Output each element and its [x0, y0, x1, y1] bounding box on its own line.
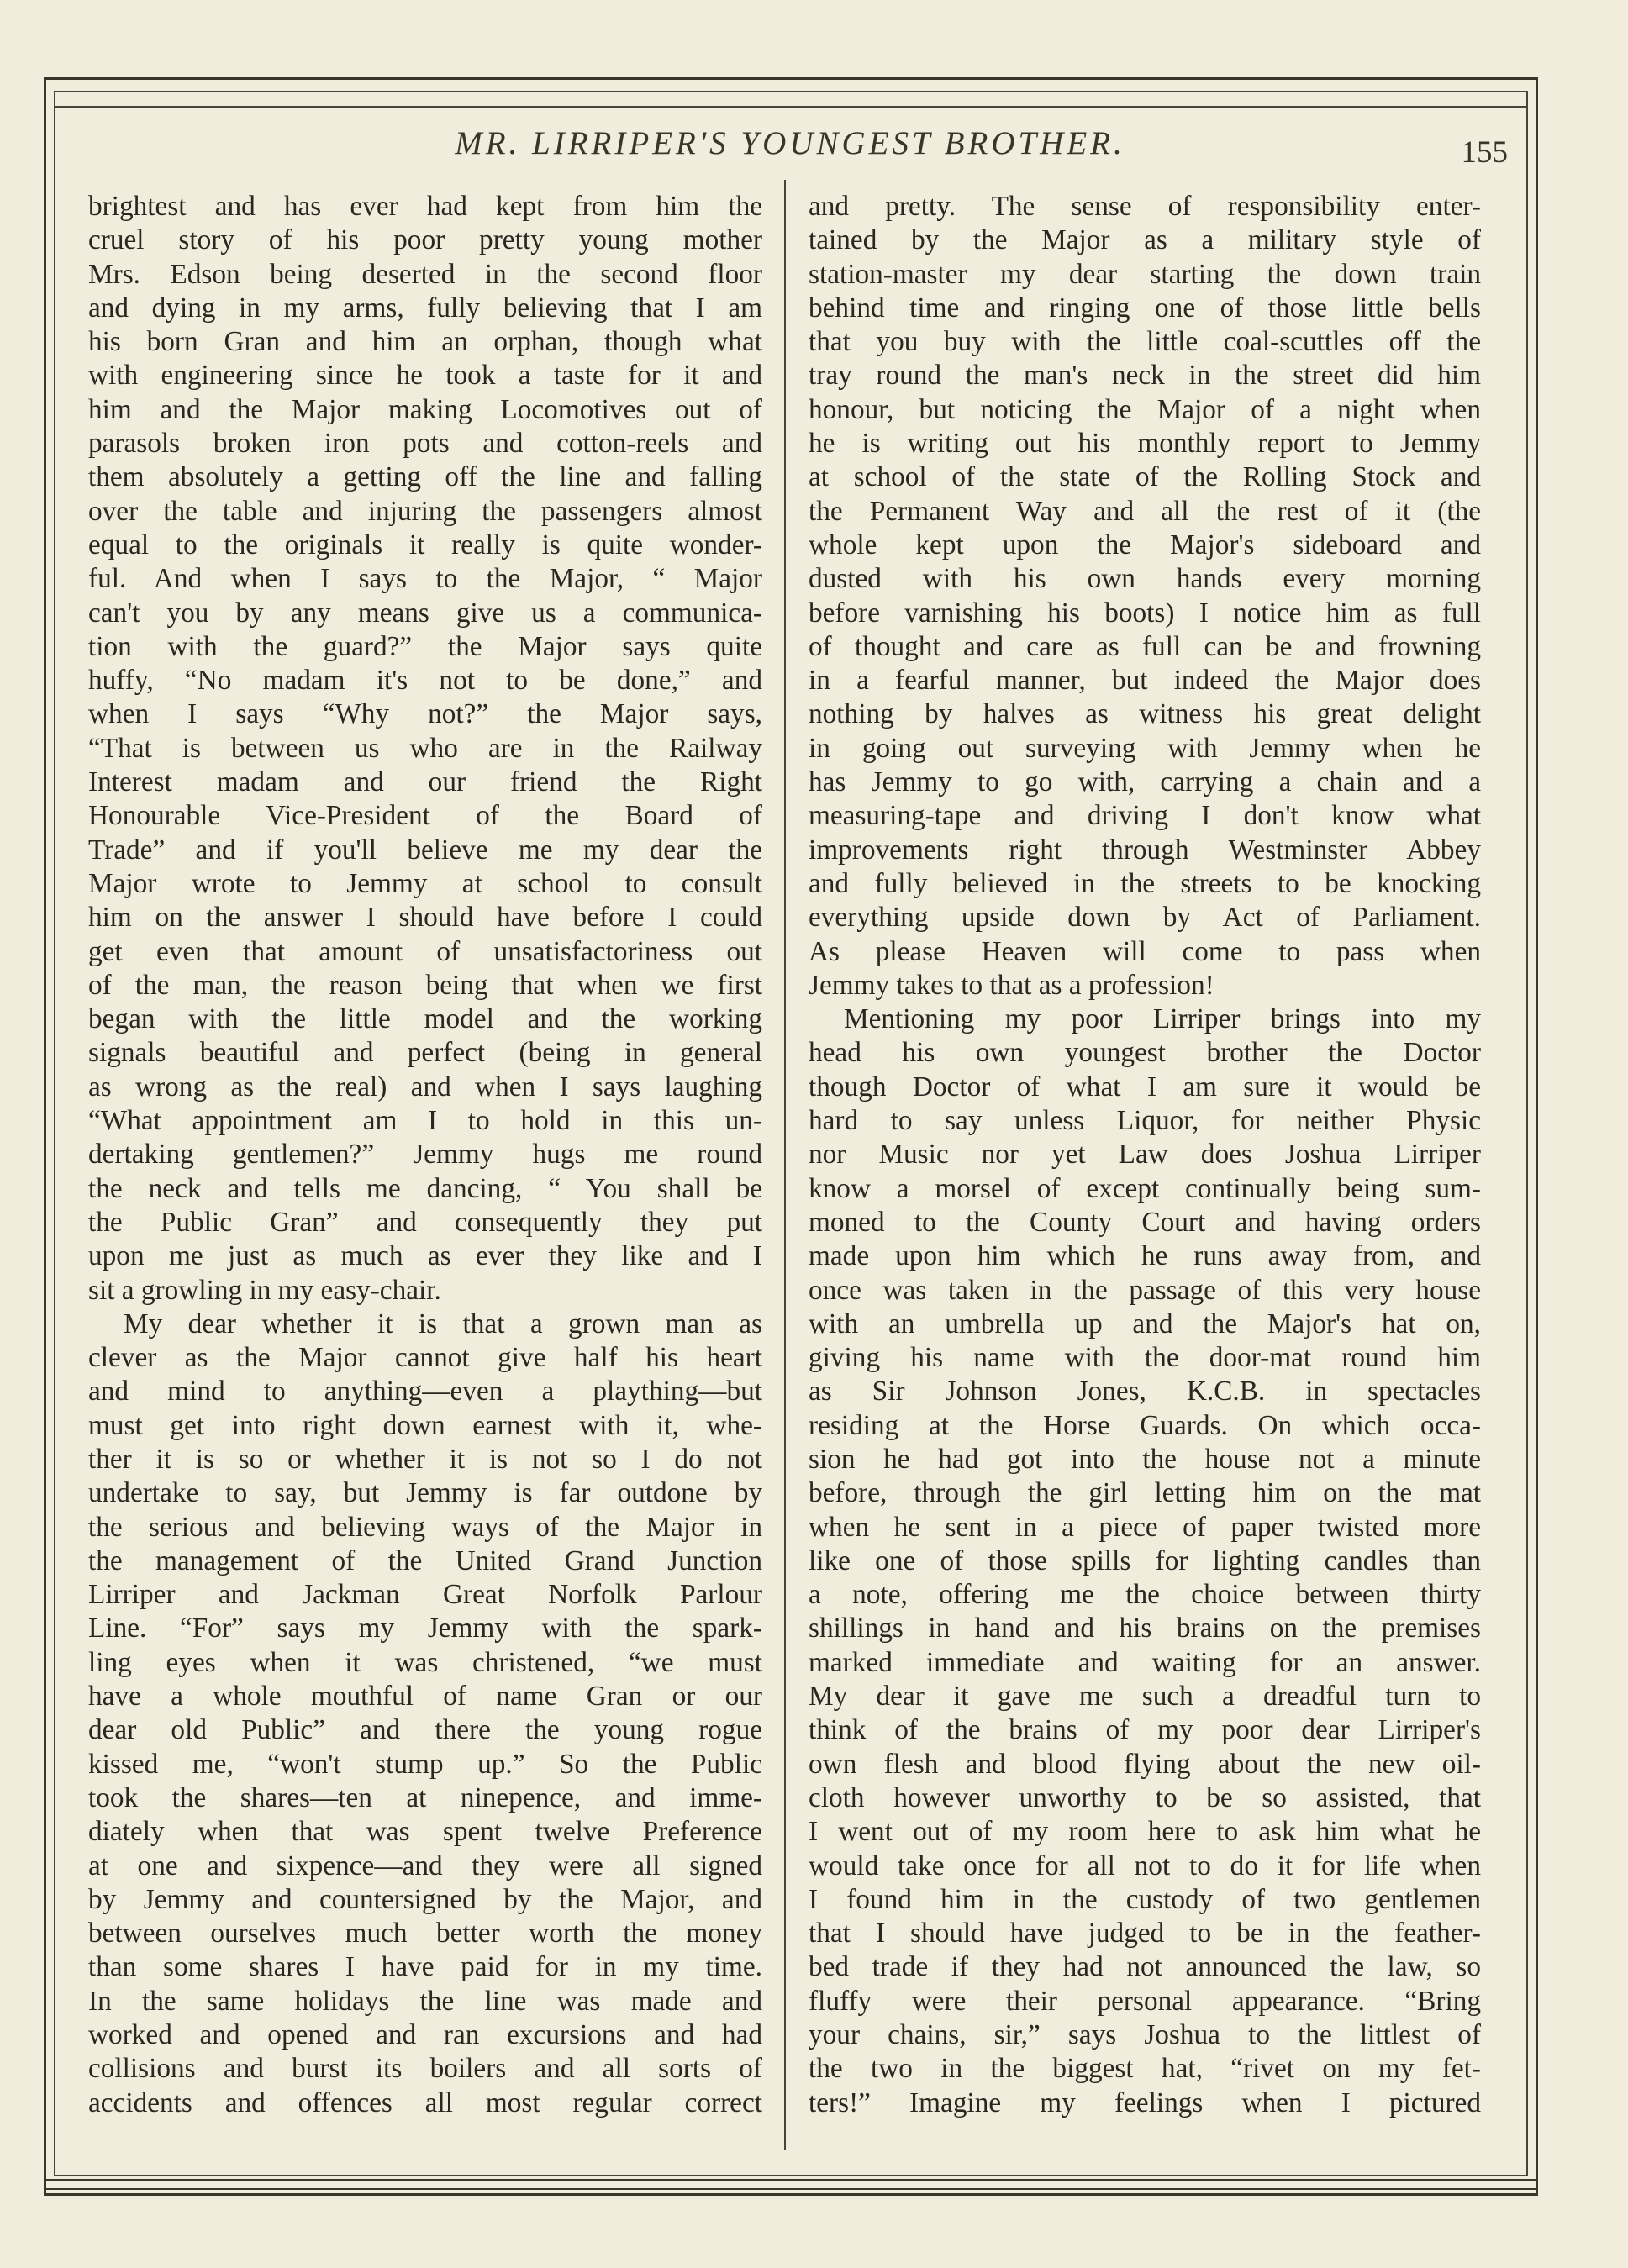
text-line: him on the answer I should have before I could: [88, 902, 762, 934]
right-column: [809, 190, 1481, 2120]
text-line: the neck and tells me dancing, “ You shall be: [88, 1172, 762, 1204]
text-line: sion he had got into the house not a minute: [809, 1443, 1481, 1475]
text-line: with an umbrella up and the Major's hat on,: [809, 1308, 1481, 1339]
text-line: the Permanent Way and all the rest of it (the: [809, 495, 1481, 527]
text-line: ther it is so or whether it is not so I do not: [88, 1443, 762, 1475]
text-line: marked immediate and waiting for an answer.: [809, 1646, 1481, 1678]
text-line: whole kept upon the Major's sideboard and: [809, 529, 1481, 560]
text-line: behind time and ringing one of those little bells: [809, 292, 1481, 324]
text-line: the management of the United Grand Junction: [88, 1544, 762, 1576]
text-line: nothing by halves as witness his great delight: [809, 698, 1481, 730]
text-line: over the table and injuring the passengers almost: [88, 495, 762, 527]
text-line: diately when that was spent twelve Preference: [88, 1816, 762, 1848]
bottom-rule: [44, 2179, 1538, 2181]
text-line: though Doctor of what I am sure it would be: [809, 1071, 1481, 1102]
text-line: and fully believed in the streets to be knocking: [809, 867, 1481, 899]
text-line: Line. “For” says my Jemmy with the spark-: [88, 1613, 762, 1644]
text-line: brightest and has ever had kept from him the: [88, 191, 762, 222]
text-line: ling eyes when it was christened, “we must: [88, 1646, 762, 1678]
text-line: signals beautiful and perfect (being in general: [88, 1037, 762, 1069]
text-line: Jemmy takes to that as a profession!: [809, 969, 1214, 1001]
text-line: My dear whether it is that a grown man as: [124, 1308, 762, 1339]
text-line: sit a growling in my easy-chair.: [88, 1274, 441, 1306]
text-line: at school of the state of the Rolling Stock and: [809, 461, 1481, 493]
text-line: have a whole mouthful of name Gran or our: [88, 1681, 762, 1713]
text-line: bed trade if they had not announced the law, so: [809, 1951, 1481, 1983]
left-column: [88, 190, 762, 2120]
text-line: clever as the Major cannot give half his heart: [88, 1342, 762, 1374]
text-line: collisions and burst its boilers and all sorts of: [88, 2053, 762, 2085]
text-line: honour, but noticing the Major of a night when: [809, 393, 1481, 425]
text-line: and mind to anything—even a plaything—but: [88, 1376, 762, 1408]
text-line: measuring-tape and driving I don't know what: [809, 800, 1481, 832]
text-line: giving his name with the door-mat round him: [809, 1342, 1481, 1374]
text-line: as Sir Johnson Jones, K.C.B. in spectacles: [809, 1376, 1481, 1408]
text-line: between ourselves much better worth the money: [88, 1918, 762, 1950]
text-line: Lirriper and Jackman Great Norfolk Parlour: [88, 1579, 762, 1611]
text-line: improvements right through Westminster Abbey: [809, 834, 1481, 866]
text-line: My dear it gave me such a dreadful turn to: [809, 1681, 1481, 1713]
text-line: tray round the man's neck in the street did him: [809, 360, 1481, 392]
text-line: cruel story of his poor pretty young mother: [88, 224, 762, 256]
text-line: began with the little model and the working: [88, 1003, 762, 1035]
text-line: of the man, the reason being that when we first: [88, 969, 762, 1001]
text-line: accidents and offences all most regular correct: [88, 2086, 762, 2118]
text-line: own flesh and blood flying about the new oil-: [809, 1748, 1481, 1780]
text-line: get even that amount of unsatisfactoriness out: [88, 935, 762, 967]
text-line: a note, offering me the choice between thirty: [809, 1579, 1481, 1611]
text-line: dear old Public” and there the young rogue: [88, 1714, 762, 1746]
text-line: fluffy were their personal appearance. “Bring: [809, 1985, 1481, 2017]
text-line: must get into right down earnest with it, whe-: [88, 1409, 762, 1441]
text-line: I found him in the custody of two gentlemen: [809, 1883, 1481, 1915]
text-line: Mrs. Edson being deserted in the second floor: [88, 258, 762, 290]
text-line: Major wrote to Jemmy at school to consult: [88, 867, 762, 899]
text-line: cloth however unworthy to be so assisted, that: [809, 1781, 1481, 1813]
text-line: before, through the girl letting him on the mat: [809, 1477, 1481, 1509]
text-line: tained by the Major as a military style of: [809, 224, 1481, 256]
text-line: hard to say unless Liquor, for neither Physic: [809, 1105, 1481, 1137]
text-line: As please Heaven will come to pass when: [809, 935, 1481, 967]
text-line: in a fearful manner, but indeed the Major does: [809, 665, 1481, 697]
text-line: moned to the County Court and having orders: [809, 1206, 1481, 1238]
page-number: 155: [1461, 135, 1508, 170]
text-line: and pretty. The sense of responsibility enter-: [809, 191, 1481, 222]
text-line: the two in the biggest hat, “rivet on my fet-: [809, 2053, 1481, 2085]
text-line: when he sent in a piece of paper twisted more: [809, 1511, 1481, 1543]
text-line: huffy, “No madam it's not to be done,” and: [88, 665, 762, 697]
text-line: ters!” Imagine my feelings when I pictured: [809, 2086, 1481, 2118]
text-line: as wrong as the real) and when I says laughing: [88, 1071, 762, 1102]
text-line: think of the brains of my poor dear Lirriper's: [809, 1714, 1481, 1746]
text-line: Trade” and if you'll believe me my dear the: [88, 834, 762, 866]
text-line: has Jemmy to go with, carrying a chain and a: [809, 766, 1481, 798]
text-line: ful. And when I says to the Major, “ Major: [88, 563, 762, 595]
text-line: nor Music nor yet Law does Joshua Lirriper: [809, 1139, 1481, 1171]
text-line: station-master my dear starting the down train: [809, 258, 1481, 290]
header-rule: [54, 106, 1526, 108]
text-line: before varnishing his boots) I notice him as full: [809, 597, 1481, 629]
text-line: them absolutely a getting off the line and falling: [88, 461, 762, 493]
text-line: upon me just as much as ever they like and I: [88, 1240, 762, 1272]
text-line: tion with the guard?” the Major says quite: [88, 630, 762, 662]
text-line: equal to the originals it really is quite wonder-: [88, 529, 762, 560]
text-line: and dying in my arms, fully believing that I am: [88, 292, 762, 324]
text-line: of thought and care as full can be and frowning: [809, 630, 1481, 662]
text-line: know a morsel of except continually being sum-: [809, 1172, 1481, 1204]
text-line: Honourable Vice-President of the Board of: [88, 800, 762, 832]
text-line: when I says “Why not?” the Major says,: [88, 698, 762, 730]
text-line: that I should have judged to be in the feather-: [809, 1918, 1481, 1950]
text-line: undertake to say, but Jemmy is far outdone by: [88, 1477, 762, 1509]
column-divider: [784, 180, 786, 2150]
text-line: would take once for all not to do it for life when: [809, 1850, 1481, 1881]
text-line: dusted with his own hands every morning: [809, 563, 1481, 595]
text-line: made upon him which he runs away from, and: [809, 1240, 1481, 1272]
text-line: he is writing out his monthly report to Jemmy: [809, 428, 1481, 460]
text-line: worked and opened and ran excursions and had: [88, 2019, 762, 2051]
text-line: In the same holidays the line was made and: [88, 1985, 762, 2017]
text-line: “That is between us who are in the Railway: [88, 732, 762, 764]
text-line: took the shares—ten at ninepence, and imme-: [88, 1781, 762, 1813]
text-line: than some shares I have paid for in my time.: [88, 1951, 762, 1983]
text-line: dertaking gentlemen?” Jemmy hugs me round: [88, 1139, 762, 1171]
text-line: parasols broken iron pots and cotton-reels and: [88, 428, 762, 460]
text-line: the serious and believing ways of the Major in: [88, 1511, 762, 1543]
text-line: his born Gran and him an orphan, though what: [88, 326, 762, 358]
text-line: once was taken in the passage of this very house: [809, 1274, 1481, 1306]
text-line: Interest madam and our friend the Right: [88, 766, 762, 798]
text-line: your chains, sir,” says Joshua to the littlest of: [809, 2019, 1481, 2051]
text-line: “What appointment am I to hold in this un-: [88, 1105, 762, 1137]
text-line: like one of those spills for lighting candles than: [809, 1544, 1481, 1576]
text-line: by Jemmy and countersigned by the Major, and: [88, 1883, 762, 1915]
text-line: that you buy with the little coal-scuttles off the: [809, 326, 1481, 358]
text-line: Mentioning my poor Lirriper brings into my: [844, 1003, 1481, 1035]
text-line: at one and sixpence—and they were all signed: [88, 1850, 762, 1881]
text-line: everything upside down by Act of Parliament.: [809, 902, 1481, 934]
text-line: him and the Major making Locomotives out of: [88, 393, 762, 425]
bottom-rule-secondary: [44, 2188, 1538, 2190]
text-line: kissed me, “won't stump up.” So the Public: [88, 1748, 762, 1780]
text-line: I went out of my room here to ask him what he: [809, 1816, 1481, 1848]
text-line: in going out surveying with Jemmy when he: [809, 732, 1481, 764]
text-line: head his own youngest brother the Doctor: [809, 1037, 1481, 1069]
page-header: [54, 118, 1526, 168]
text-line: the Public Gran” and consequently they put: [88, 1206, 762, 1238]
text-line: with engineering since he took a taste for it and: [88, 360, 762, 392]
text-line: residing at the Horse Guards. On which occa-: [809, 1409, 1481, 1441]
text-line: can't you by any means give us a communica-: [88, 597, 762, 629]
text-line: shillings in hand and his brains on the premises: [809, 1613, 1481, 1644]
running-title: MR. LIRRIPER'S YOUNGEST BROTHER.: [455, 125, 1125, 161]
